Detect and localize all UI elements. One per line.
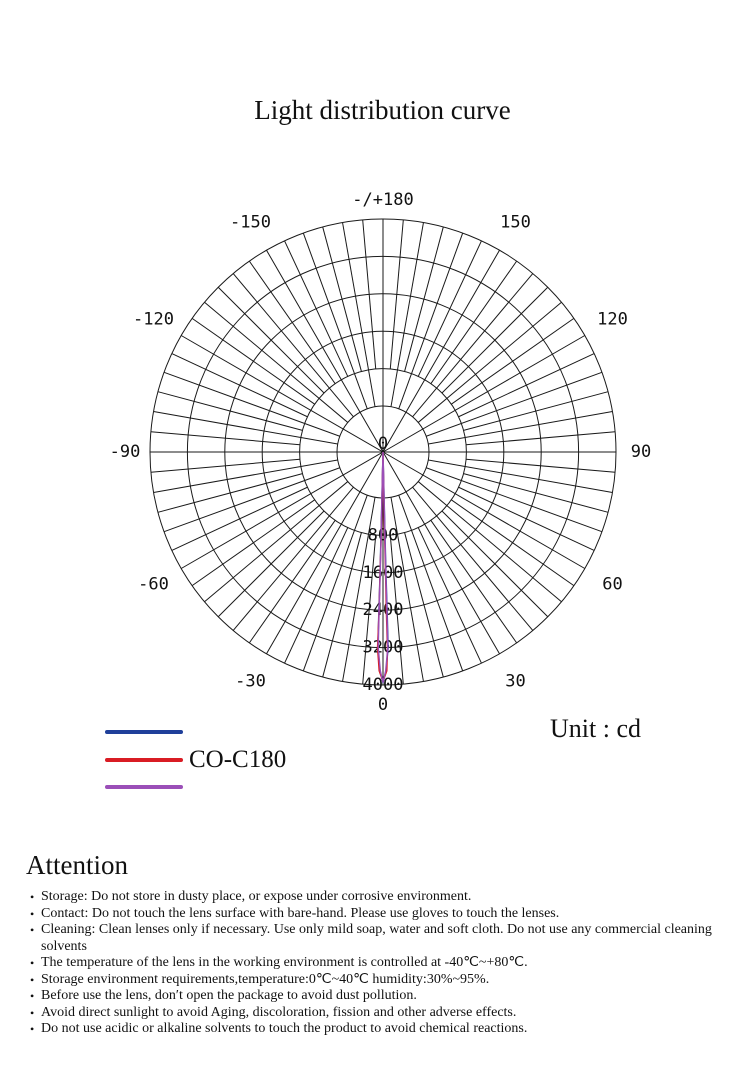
grid-spoke: [418, 302, 561, 422]
grid-spoke: [391, 223, 423, 407]
attention-item: • Do not use acidic or alkaline solvents to touch the product to avoid chemical reactions.: [30, 1021, 730, 1038]
grid-spoke: [233, 487, 353, 630]
angle-tick-label: 60: [602, 574, 623, 595]
attention-item: • Storage: Do not store in dusty place, or expose under corrosive environment.: [30, 889, 730, 906]
grid-spoke: [442, 511, 548, 617]
legend: [105, 720, 405, 800]
angle-tick-label: -60: [138, 574, 169, 595]
grid-spoke: [205, 302, 348, 422]
radial-tick-label: 0: [377, 434, 389, 454]
grid-spoke: [218, 287, 324, 393]
grid-spoke: [418, 482, 561, 602]
attention-heading: Attention: [26, 850, 128, 880]
chart-title: Light distribution curve: [254, 95, 511, 125]
attention-item: • Contact: Do not touch the lens surface with bare-hand. Please use gloves to touch the lenses.: [30, 906, 730, 923]
angle-tick-label: 90: [630, 442, 652, 462]
angle-tick-label: 120: [597, 309, 628, 330]
attention-item: • Cleaning: Clean lenses only if necessary. Use only mild soap, water and soft cloth. Do not use any commercial cleaning solvents: [30, 922, 730, 955]
attention-item: • Storage environment requirements,temperature:0℃~40℃ humidity:30%~95%.: [30, 972, 730, 989]
angle-tick-label: -/+180: [352, 190, 414, 210]
radial-tick-label: 800: [367, 525, 399, 546]
attention-item: • Avoid direct sunlight to avoid Aging, discoloration, fission and other adverse effects.: [30, 1005, 730, 1022]
grid-spoke: [413, 487, 533, 630]
angle-tick-label: -120: [133, 309, 174, 330]
radial-tick-label: 3200: [362, 637, 404, 658]
legend-swatch-purple: [105, 785, 183, 789]
attention-list: [30, 889, 730, 1038]
grid-spoke: [442, 287, 548, 393]
grid-spoke: [154, 412, 338, 444]
grid-spoke: [343, 223, 375, 407]
radial-tick-label: 4000: [362, 675, 404, 695]
angle-tick-label: -90: [109, 442, 141, 462]
unit-label: Unit : cd: [550, 714, 641, 743]
attention-item: • The temperature of the lens in the working environment is controlled at -40℃~+80℃.: [30, 955, 730, 972]
angle-tick-label: 0: [377, 695, 389, 715]
grid-spoke: [154, 460, 338, 492]
legend-label: CO-C180: [189, 746, 287, 773]
grid-spoke: [413, 274, 533, 417]
grid-spoke: [205, 482, 348, 602]
angle-tick-label: -150: [230, 212, 271, 233]
legend-swatch-red: [105, 758, 183, 762]
angle-tick-label: 150: [500, 212, 531, 233]
legend-swatch-blue: [105, 730, 183, 734]
angle-tick-label: -30: [235, 671, 266, 692]
radial-tick-label: 2400: [362, 600, 404, 621]
grid-spoke: [218, 511, 324, 617]
grid-spoke: [428, 412, 612, 444]
grid-spoke: [428, 460, 612, 492]
radial-tick-label: 1600: [362, 562, 404, 583]
grid-spoke: [233, 274, 353, 417]
angle-tick-label: 30: [505, 671, 526, 692]
attention-item: • Before use the lens, don′t open the package to avoid dust pollution.: [30, 988, 730, 1005]
